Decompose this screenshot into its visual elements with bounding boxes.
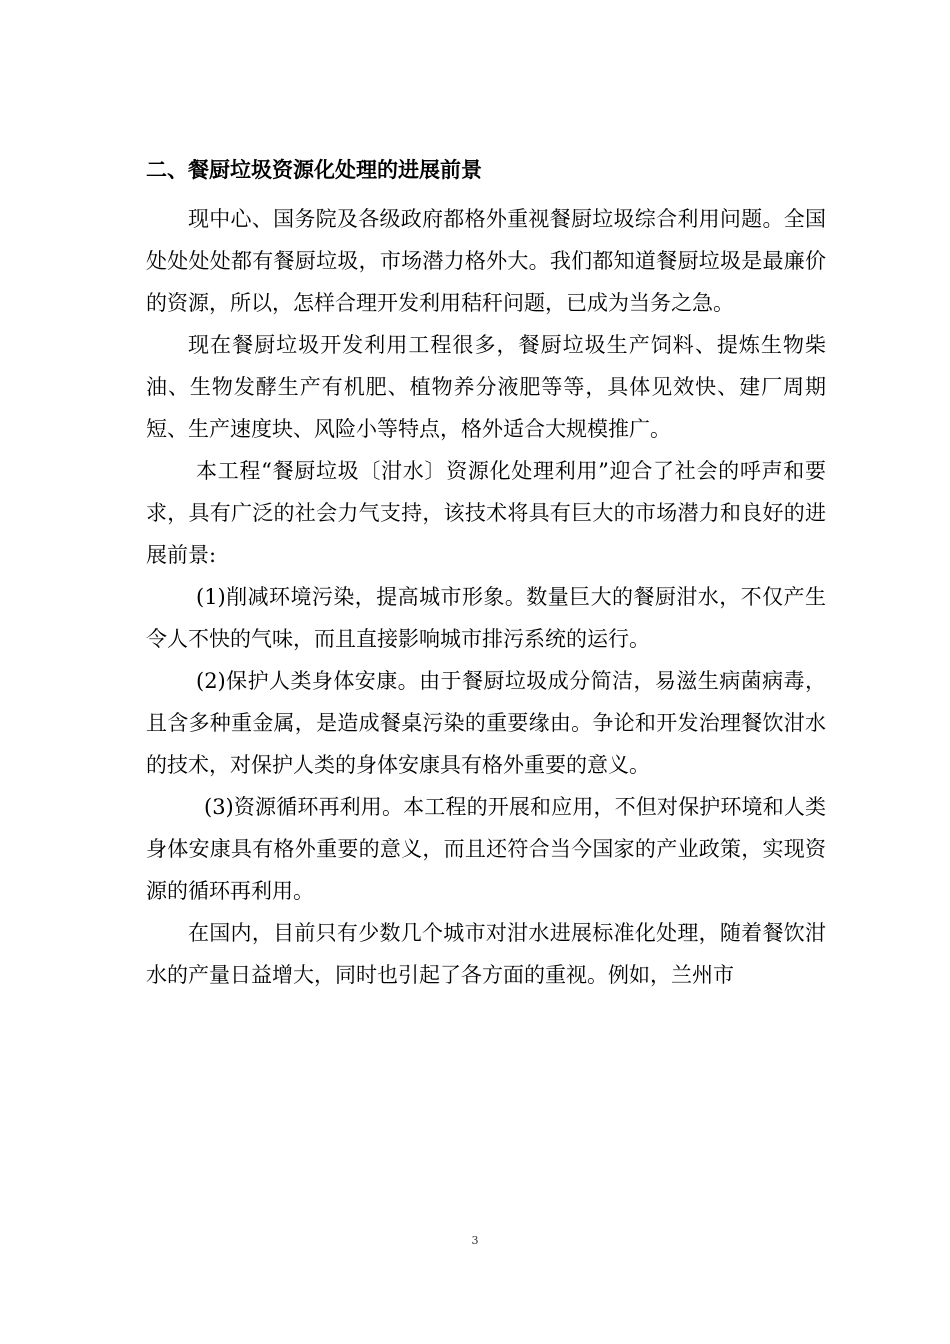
page-number: 3 [471, 1234, 479, 1247]
paragraph-4: (1)削减环境污染，提高城市形象。数量巨大的餐厨泔水，不仅产生令人不快的气味，而且直接影响城市排污系统的运行。 [146, 585, 826, 651]
paragraph-7: 在国内，目前只有少数几个城市对泔水进展标准化处理，随着餐饮泔水的产量日益增大，同时也引起了各方面的重视。例如，兰州市 [146, 921, 826, 987]
paragraph-2: 现在餐厨垃圾开发利用工程很多，餐厨垃圾生产饲料、提炼生物柴油、生物发酵生产有机肥、植物养分液肥等等，具体见效快、建厂周期短、生产速度块、风险小等特点，格外适合大规模推广。 [146, 333, 826, 441]
paragraph-1: 现中心、国务院及各级政府都格外重视餐厨垃圾综合利用问题。全国处处处处都有餐厨垃圾，市场潜力格外大。我们都知道餐厨垃圾是最廉价的资源，所以，怎样合理开发利用秸秆问题，已成为当务之急。 [146, 207, 826, 315]
paragraph-6: (3)资源循环再利用。本工程的开展和应用，不但对保护环境和人类身体安康具有格外重要的意义，而且还符合当今国家的产业政策，实现资源的循环再利用。 [146, 795, 826, 903]
paragraph-5: (2)保护人类身体安康。由于餐厨垃圾成分简洁，易滋生病菌病毒，且含多种重金属，是造成餐桌污染的重要缘由。争论和开发治理餐饮泔水的技术，对保护人类的身体安康具有格外重要的意义。 [146, 669, 826, 777]
paragraph-3: 本工程“餐厨垃圾〔泔水〕资源化处理利用”迎合了社会的呼声和要求，具有广泛的社会力气支持，该技术将具有巨大的市场潜力和良好的进展前景: [146, 459, 826, 567]
body-text [146, 198, 826, 996]
section-heading: 二、餐厨垃圾资源化处理的进展前景 [146, 158, 482, 182]
